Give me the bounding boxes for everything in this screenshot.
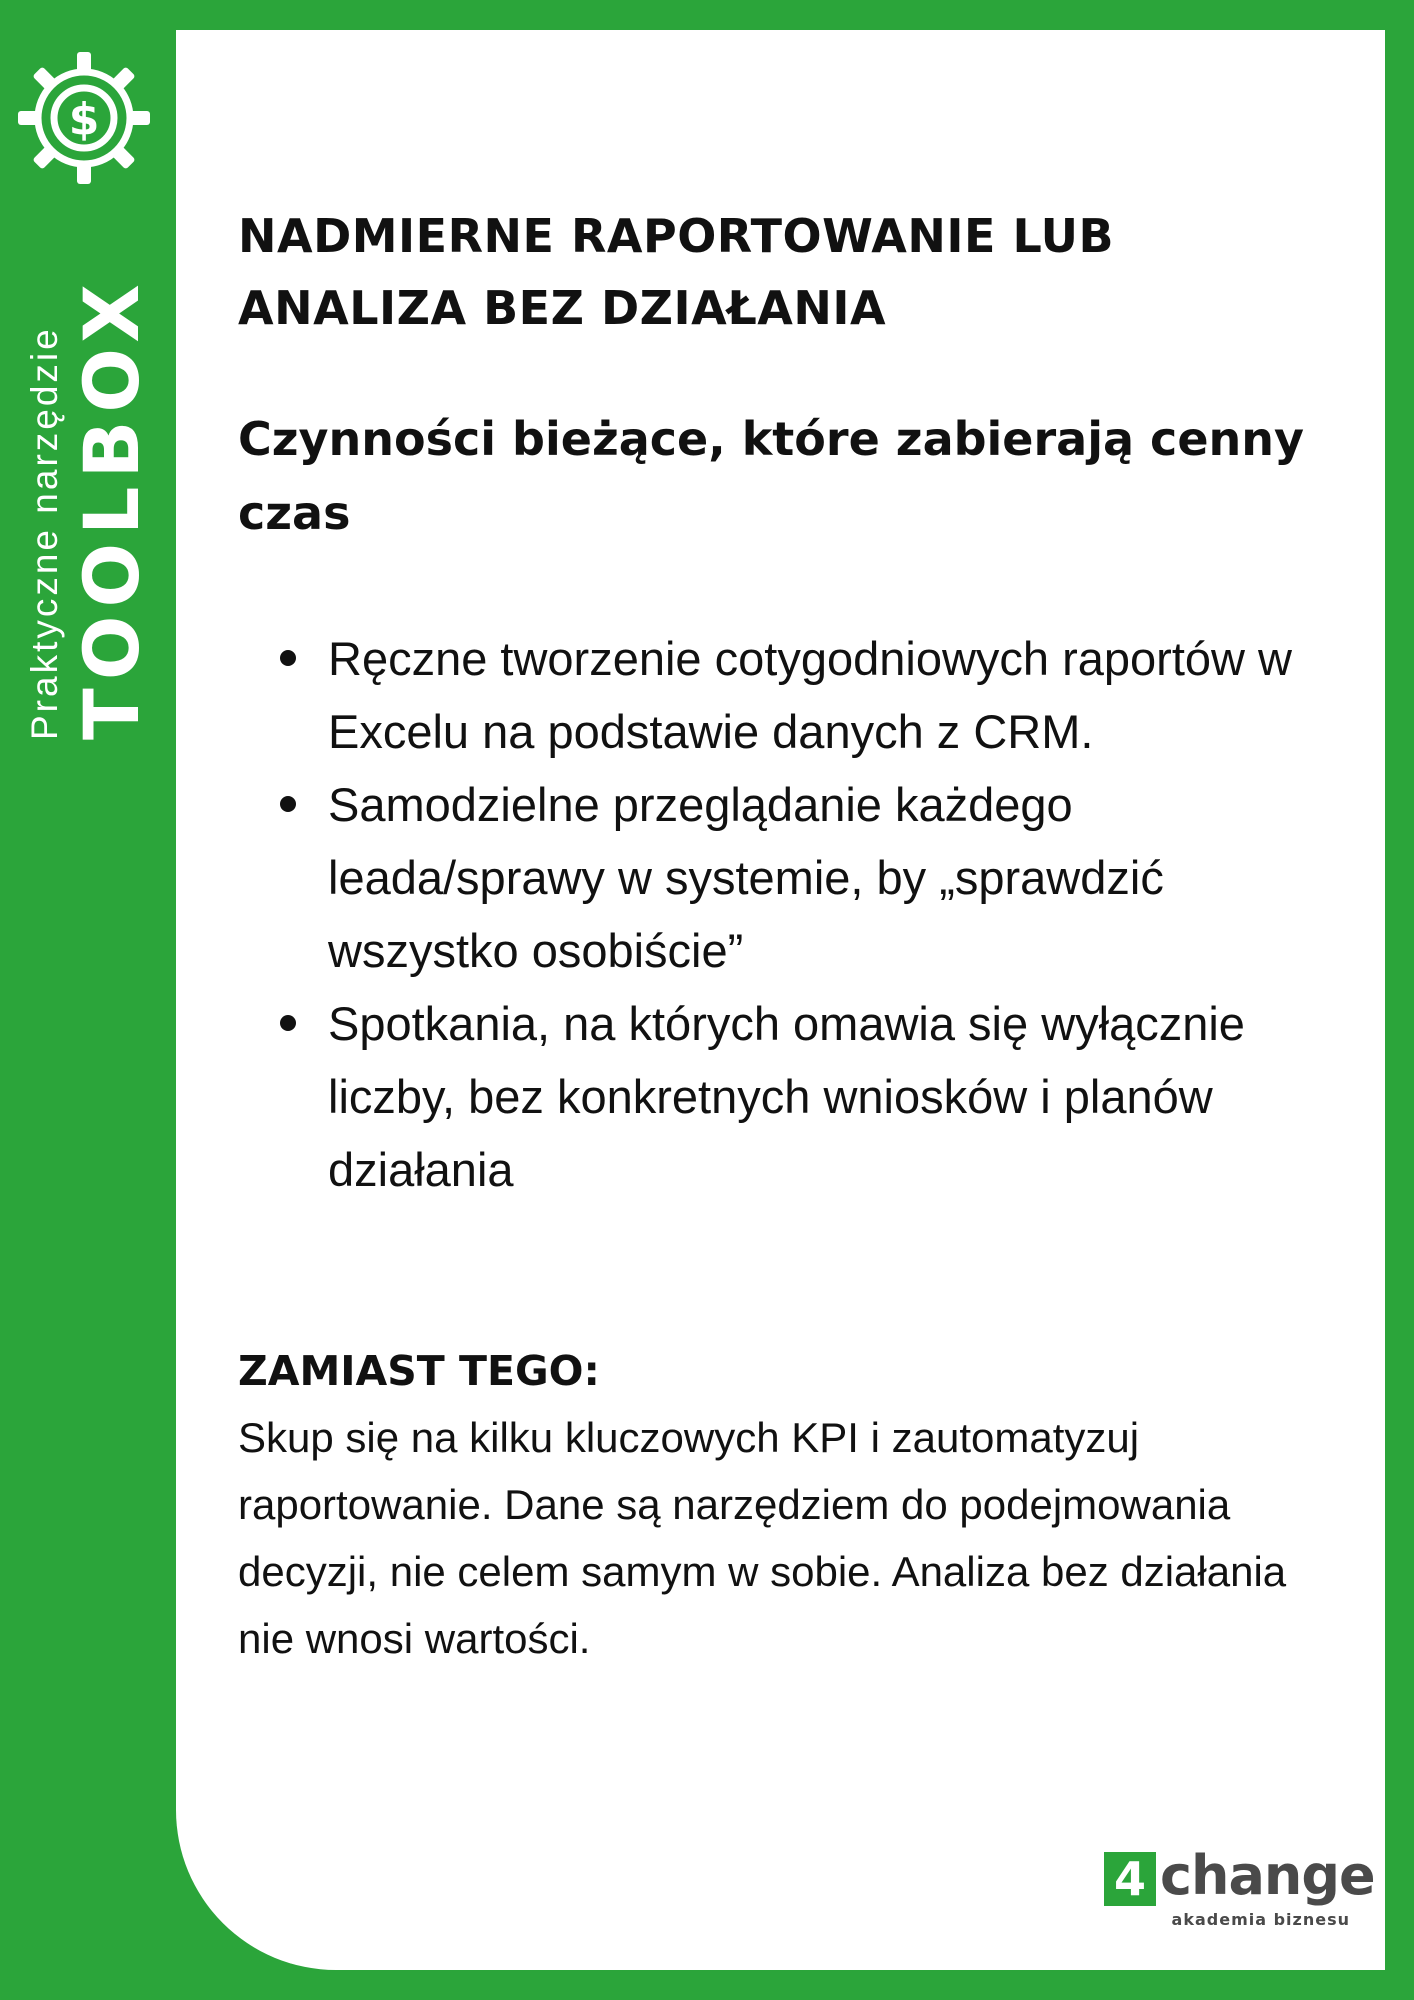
title-line-1: NADMIERNE RAPORTOWANIE LUB	[238, 209, 1115, 263]
instead-heading: ZAMIAST TEGO:	[238, 1347, 600, 1395]
list-item	[328, 768, 1328, 987]
sidebar-subtitle: Praktyczne narzędzie	[24, 326, 65, 740]
main-content	[238, 200, 1338, 1672]
brand-tagline: akademia biznesu	[1171, 1910, 1350, 1929]
sidebar-title: TOOLBOX	[67, 276, 156, 740]
svg-text:$: $	[68, 94, 100, 145]
list-item-text: Samodzielne przeglądanie każdego leada/sprawy w systemie, by „sprawdzić wszystko osobiście”	[328, 778, 1164, 977]
bullet-icon	[280, 1015, 296, 1031]
list-item-text: Ręczne tworzenie cotygodniowych raportów w Excelu na podstawie danych z CRM.	[328, 632, 1292, 758]
section-subtitle: Czynności bieżące, które zabierają cenny czas	[238, 412, 1304, 540]
brand-logo	[1104, 1844, 1375, 1932]
bullet-icon	[280, 796, 296, 812]
list-item	[328, 622, 1328, 768]
brand-number: 4	[1104, 1852, 1156, 1906]
page-title	[238, 200, 1338, 344]
list-item-text: Spotkania, na których omawia się wyłącznie liczby, bez konkretnych wniosków i planów działania	[328, 997, 1245, 1196]
sidebar-label	[20, 276, 154, 740]
bullet-icon	[280, 650, 296, 666]
brand-name: change	[1160, 1844, 1375, 1907]
dollar-gear-icon	[14, 48, 154, 188]
bullet-list	[238, 622, 1338, 1206]
title-line-2: ANALIZA BEZ DZIAŁANIA	[238, 281, 887, 335]
list-item	[328, 987, 1328, 1206]
instead-text: Skup się na kilku kluczowych KPI i zautomatyzuj raportowanie. Dane są narzędziem do podejmowania decyzji, nie celem samym w sobie. Analiza bez działania nie wnosi wartości.	[238, 1414, 1287, 1662]
